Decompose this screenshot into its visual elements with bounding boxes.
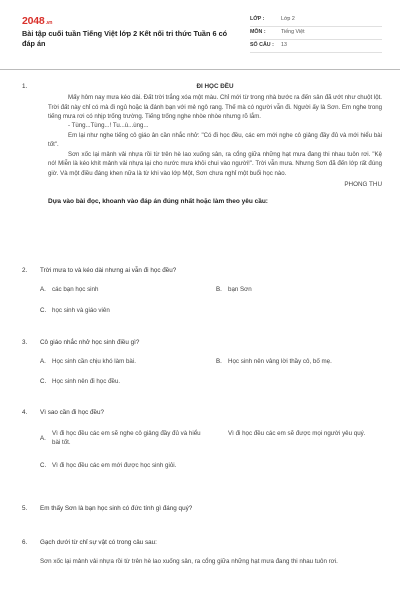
question-1 <box>22 82 382 207</box>
story-author: PHONG THU <box>344 181 382 189</box>
option-a[interactable]: A. Học sinh cần chịu khó làm bài. <box>40 358 136 366</box>
question-number: 3. <box>22 339 28 346</box>
option-a[interactable]: A. Vì đi học đều các em sẽ nghe cô giảng đầy đủ và hiểu bài tốt. <box>40 430 201 447</box>
story-paragraph: Mấy hôm nay mưa kéo dài. Đất trời trắng xóa một màu. Chỉ mới từ trong nhà bước ra đến sân đã ướt như chuột lột. Trời đất này chỉ có mà đi ngủ hoặc là đánh bạn với mẻ ngô rang. Thế mà có người vẫn đi. Người ấy là Sơn. Em nghe trong tiếng mưa rơi có nhịp trống trường. Tiếng trống nghe nhòe nhòe nhưng rõ lắm. <box>48 94 382 120</box>
option-c[interactable]: C. học sinh và giáo viên <box>40 307 110 315</box>
page-header <box>0 0 400 68</box>
option-b[interactable]: Vì đi học đều các em sẽ được mọi người yêu quý. <box>228 430 366 438</box>
question-text: Trời mưa to và kéo dài nhưng ai vẫn đi học đều? <box>40 267 177 274</box>
story-paragraph: - Tùng...Tùng...! Tu...ù...ùng... <box>68 122 149 130</box>
option-c[interactable]: C. Vì đi học đều các em mới được học sinh giỏi. <box>40 462 177 470</box>
question-number: 4. <box>22 409 28 416</box>
question-4 <box>22 408 382 500</box>
document-title: Bài tập cuối tuần Tiếng Việt lớp 2 Kết nối tri thức Tuần 6 có đáp án <box>22 29 228 48</box>
option-c[interactable]: C. Học sinh nên đi học đều. <box>40 378 121 386</box>
story-title: ĐI HỌC ĐỀU <box>196 83 234 90</box>
question-number: 1. <box>22 83 28 90</box>
question-6 <box>22 538 382 567</box>
question-number: 5. <box>22 505 28 512</box>
meta-subject: MÔN : Tiếng Việt <box>250 27 382 40</box>
header-divider <box>0 69 400 70</box>
question-sentence[interactable]: Sơn xốc lại mảnh vải nhựa rồi từ trên hè lao xuống sân, ra cổng giữa những hạt mưa đang thi nhau tuôn rơi. <box>40 558 338 566</box>
meta-grade: LỚP : Lớp 2 <box>250 14 382 27</box>
question-3 <box>22 338 382 398</box>
story-paragraph: Em lại như nghe tiếng cô giáo ân cần nhắc nhở: "Có đi học đều, các em mới nghe cô giảng đầy đủ và mới hiểu bài tốt". <box>48 131 382 149</box>
site-logo[interactable]: 2048.vn <box>22 15 53 27</box>
question-text: Gạch dưới từ chỉ sự vật có trong câu sau: <box>40 539 157 546</box>
question-number: 6. <box>22 539 28 546</box>
meta-question-count: SỐ CÂU : 13 <box>250 40 382 53</box>
option-a[interactable]: A. các bạn học sinh <box>40 286 99 294</box>
question-text: Vì sao cần đi học đều? <box>40 409 105 416</box>
question-number: 2. <box>22 267 28 274</box>
instruction-text: Dựa vào bài đọc, khoanh vào đáp án đúng nhất hoặc làm theo yêu cầu: <box>48 198 268 206</box>
question-2 <box>22 266 382 326</box>
document-meta <box>250 14 382 53</box>
option-b[interactable]: B. Học sinh nên vâng lời thầy cô, bố mẹ. <box>216 358 332 366</box>
question-text: Em thấy Sơn là bạn học sinh có đức tính gì đáng quý? <box>40 505 193 512</box>
story-paragraph: Sơn xốc lại mảnh vải nhựa rồi từ trên hè lao xuống sân, ra cổng giữa những hạt mưa đang thi nhau tuôn rơi. "Kệ nó! Miễn là kéo khít mảnh vải nhựa lại cho nước mưa khỏi chui vào người!". Trời vẫn mưa. Nhưng Sơn đã đến lớp rất đúng giờ. Và một điều đáng khen nữa là từ khi vào lớp Một, Sơn chưa nghỉ một buổi học nào. <box>48 150 382 177</box>
option-b[interactable]: B. bạn Sơn <box>216 286 252 294</box>
question-5 <box>22 504 382 513</box>
question-text: Cô giáo nhắc nhở học sinh điều gì? <box>40 339 140 346</box>
